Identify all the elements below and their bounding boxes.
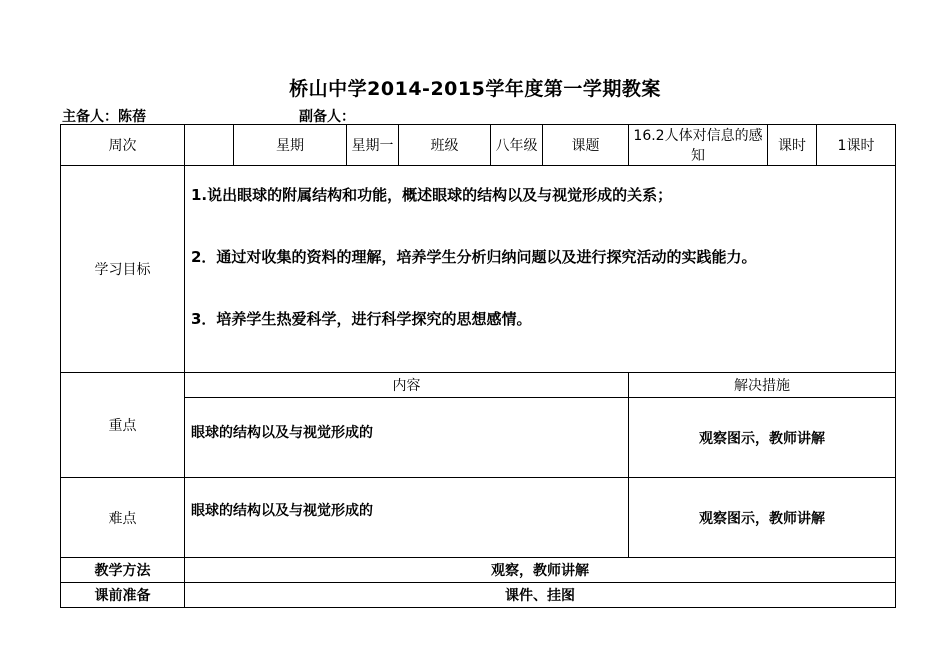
week-label: 周次 [61,125,185,166]
teaching-method-value: 观察，教师讲解 [185,558,896,583]
hours-label: 课时 [768,125,817,166]
difficult-point-content: 眼球的结构以及与视觉形成的 [185,478,629,558]
weekday-value: 星期一 [347,125,399,166]
column-header-row [61,373,896,398]
difficult-point-label: 难点 [61,478,185,558]
difficult-point-row [61,478,896,558]
content-column-header: 内容 [185,373,629,398]
objectives-label: 学习目标 [61,166,185,373]
teaching-method-label: 教学方法 [61,558,185,583]
class-label: 班级 [399,125,491,166]
objective-item: 3．培养学生热爱科学，进行科学探究的思想感情。 [191,310,532,328]
preparation-row [61,583,896,608]
objectives-row [61,166,896,373]
key-point-label: 重点 [61,373,185,478]
assistant-preparer: 副备人： [299,109,355,125]
topic-label: 课题 [543,125,629,166]
key-point-measures: 观察图示，教师讲解 [629,398,896,478]
key-point-row [61,398,896,478]
weekday-label: 星期 [234,125,347,166]
hours-value: 1课时 [817,125,896,166]
objective-item: 1.说出眼球的附属结构和功能，概述眼球的结构以及与视觉形成的关系； [191,186,673,204]
difficult-point-measures: 观察图示，教师讲解 [629,478,896,558]
topic-value: 16.2人体对信息的感知 [629,125,768,166]
objectives-content [185,166,896,373]
preparation-value: 课件、挂图 [185,583,896,608]
teaching-method-row [61,558,896,583]
class-value: 八年级 [491,125,543,166]
week-value [185,125,234,166]
objective-item: 2．通过对收集的资料的理解，培养学生分析归纳问题以及进行探究活动的实践能力。 [191,248,757,266]
main-preparer: 主备人：陈蓓 [62,109,146,125]
document-title: 桥山中学2014-2015学年度第一学期教案 [289,78,661,100]
preparation-label: 课前准备 [61,583,185,608]
key-point-content: 眼球的结构以及与视觉形成的 [185,398,629,478]
measures-column-header: 解决措施 [629,373,896,398]
lesson-plan-table [60,124,896,608]
header-row [61,125,896,166]
